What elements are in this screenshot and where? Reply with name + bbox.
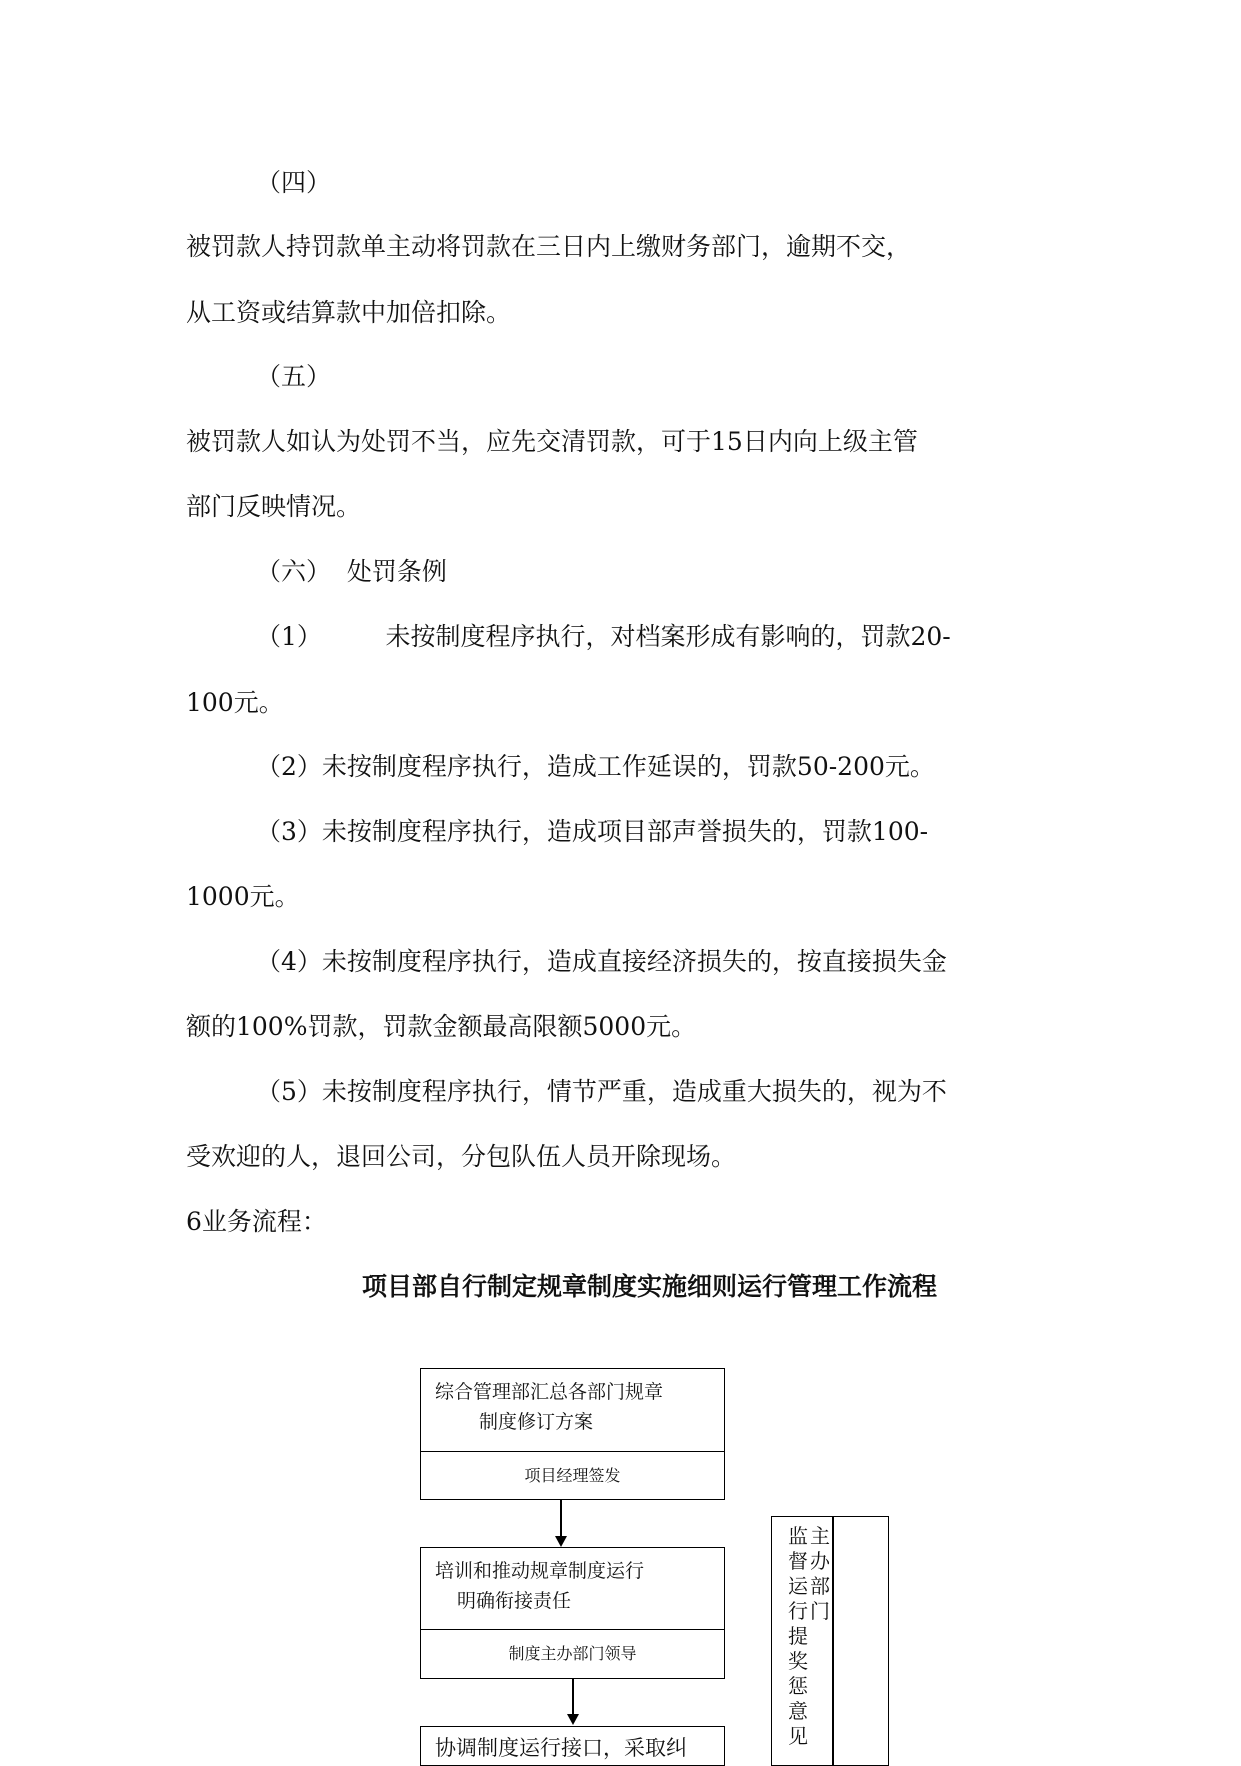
paragraph-line: （五） [256,362,332,391]
paragraph-line: 部门反映情况。 [186,492,362,521]
side-box-text-left: 监督运行提奖惩意见 [788,1524,808,1748]
flow-box-sign: 制度主办部门领导 [508,1644,637,1663]
flow-box-line: 综合管理部汇总各部门规章 [435,1381,664,1403]
paragraph-line: （2）未按制度程序执行，造成工作延误的，罚款50-200元。 [256,752,935,781]
paragraph-line: （1） 未按制度程序执行，对档案形成有影响的，罚款20- [256,622,951,651]
flow-box-text [421,1369,724,1452]
paragraph-line: （四） [256,168,332,197]
arrow-down-icon [555,1536,567,1547]
flow-box-supervision [771,1516,889,1766]
paragraph-line: （4）未按制度程序执行，造成直接经济损失的，按直接损失金 [256,947,947,976]
side-box-divider [832,1517,834,1765]
flow-box-coordination [420,1726,725,1766]
paragraph-line: （六） 处罚条例 [256,557,447,586]
flow-box-sign: 项目经理签发 [524,1466,621,1485]
flow-box-training [420,1547,725,1679]
flow-box-line: 制度修订方案 [479,1411,594,1433]
flow-box-text [421,1548,724,1630]
paragraph-line: 1000元。 [186,882,300,911]
flow-box-line: 明确衔接责任 [457,1590,572,1612]
paragraph-line: 100元。 [186,688,284,717]
paragraph-line: 受欢迎的人，退回公司，分包队伍人员开除现场。 [186,1142,737,1171]
paragraph-line: （3）未按制度程序执行，造成项目部声誉损失的，罚款100- [256,817,929,846]
paragraph-line: （5）未按制度程序执行，情节严重，造成重大损失的，视为不 [256,1077,947,1106]
flow-box-line: 协调制度运行接口，采取纠 [435,1736,687,1760]
paragraph-line: 额的100%罚款，罚款金额最高限额5000元。 [186,1012,697,1041]
paragraph-line: 被罚款人如认为处罚不当，应先交清罚款，可于15日内向上级主管 [186,427,918,456]
flowchart-title: 项目部自行制定规章制度实施细则运行管理工作流程 [362,1272,938,1301]
arrow-down-icon [567,1714,579,1725]
paragraph-line: 被罚款人持罚款单主动将罚款在三日内上缴财务部门，逾期不交， [186,232,912,261]
paragraph-line: 6业务流程： [186,1207,327,1236]
flow-box-line: 培训和推动规章制度运行 [435,1560,645,1582]
side-box-text-right: 主办部门 [810,1524,830,1623]
flow-box-summary [420,1368,725,1500]
paragraph-line: 从工资或结算款中加倍扣除。 [186,298,512,327]
